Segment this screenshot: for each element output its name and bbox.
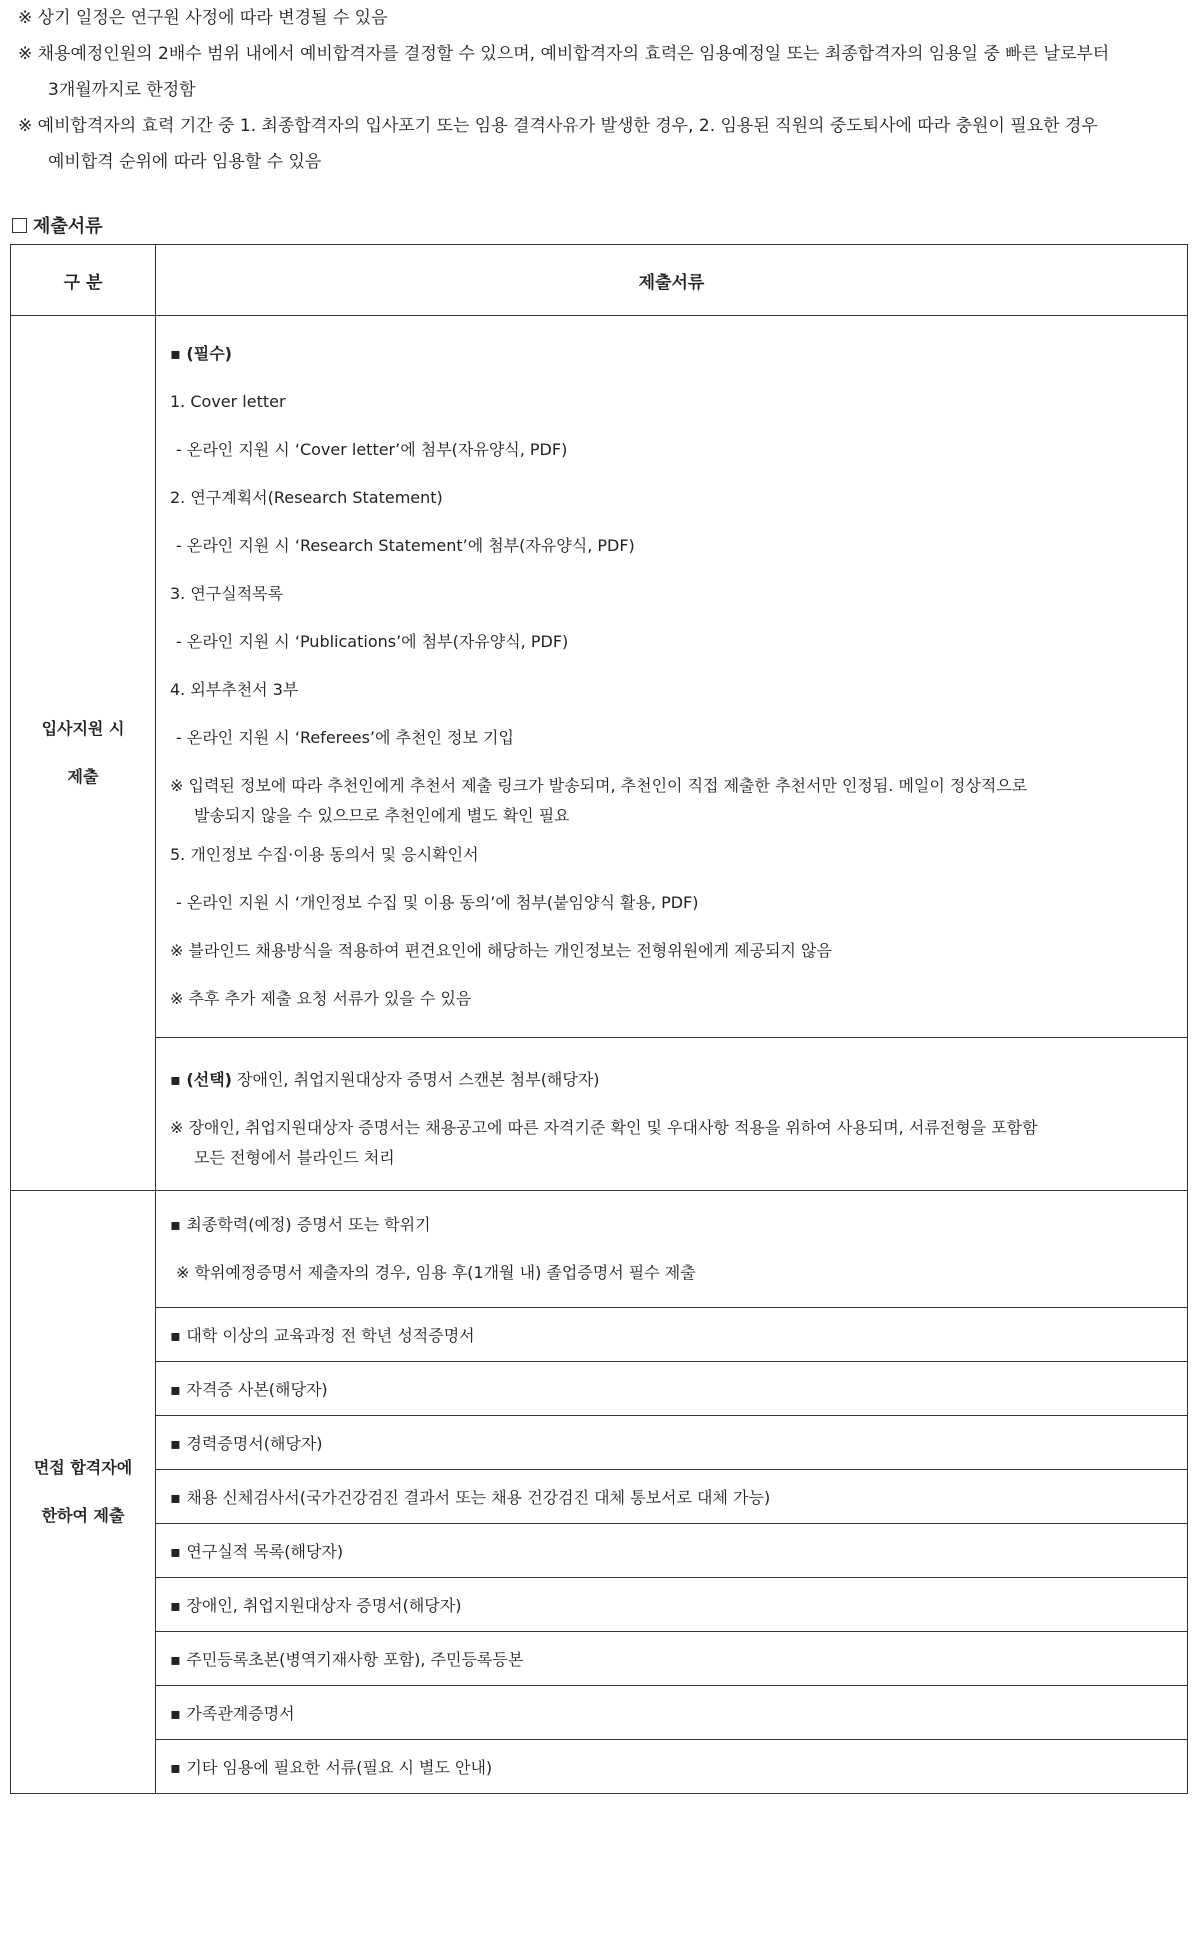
doc-item	[156, 1416, 1188, 1470]
bullet-icon: ▪	[170, 344, 187, 363]
doc-item-text: 장애인, 취업지원대상자 증명서(해당자)	[186, 1596, 462, 1615]
doc-item-text: 연구실적 목록(해당자)	[186, 1542, 344, 1561]
documents-table	[10, 244, 1188, 1794]
list-item: 4. 외부추천서 3부	[170, 680, 299, 699]
optional-note-line: 모든 전형에서 블라인드 처리	[194, 1147, 395, 1167]
list-item: 1. Cover letter	[170, 392, 286, 411]
header-category: 구 분	[11, 245, 156, 316]
list-item: 3. 연구실적목록	[170, 584, 284, 603]
doc-item	[156, 1308, 1188, 1362]
degree-cell	[156, 1191, 1188, 1308]
table-row	[11, 1578, 1188, 1632]
bullet-icon: ▪	[170, 1069, 187, 1089]
doc-item-text: 채용 신체검사서(국가건강검진 결과서 또는 채용 건강검진 대체 통보서로 대체 가능)	[186, 1488, 771, 1507]
note-reserve: ※ 채용예정인원의 2배수 범위 내에서 예비합격자를 결정할 수 있으며, 예비합격자의 효력은 임용예정일 또는 최종합격자의 임용일 중 빠른 날로부터	[18, 44, 1110, 64]
table-row	[11, 1416, 1188, 1470]
table-row	[11, 1308, 1188, 1362]
list-item: - 온라인 지원 시 ‘Publications’에 첨부(자유양식, PDF)	[176, 632, 569, 651]
doc-item	[156, 1362, 1188, 1416]
degree-note: ※ 학위예정증명서 제출자의 경우, 임용 후(1개월 내) 졸업증명서 필수 제출	[176, 1263, 696, 1282]
category-interview	[11, 1191, 156, 1794]
doc-item-text: 경력증명서(해당자)	[186, 1434, 323, 1453]
table-row	[11, 1470, 1188, 1524]
table-row	[11, 1632, 1188, 1686]
section-title-text: 제출서류	[33, 216, 103, 237]
bullet-icon: ▪	[170, 1596, 187, 1615]
table-row	[11, 1524, 1188, 1578]
bullet-icon: ▪	[170, 1650, 187, 1669]
bullet-icon: ▪	[170, 1542, 187, 1561]
bullet-icon: ▪	[170, 1215, 187, 1234]
doc-item-text: 가족관계증명서	[186, 1704, 295, 1723]
optional-text: 장애인, 취업지원대상자 증명서 스캔본 첨부(해당자)	[231, 1069, 600, 1089]
optional-note	[170, 1104, 1187, 1173]
referee-note	[170, 762, 1187, 831]
referee-note-line: ※ 입력된 정보에 따라 추천인에게 추천서 제출 링크가 발송되며, 추천인이 직접 제출한 추천서만 인정됨. 메일이 정상적으로	[170, 776, 1028, 795]
note-reserve-validity: ※ 예비합격자의 효력 기간 중 1. 최종합격자의 입사포기 또는 임용 결격사유가 발생한 경우, 2. 임용된 직원의 중도퇴사에 따라 충원이 필요한 경우	[18, 116, 1098, 136]
required-documents-cell	[156, 316, 1188, 1038]
note-reserve-cont: 3개월까지로 한정함	[48, 80, 196, 100]
list-item: - 온라인 지원 시 ‘Research Statement’에 첨부(자유양식, PDF)	[176, 536, 635, 555]
section-title	[12, 212, 103, 238]
table-row	[11, 1740, 1188, 1794]
list-item: 5. 개인정보 수집·이용 동의서 및 응시확인서	[170, 845, 479, 864]
checkbox-square-icon	[12, 218, 27, 233]
table-row	[11, 1191, 1188, 1308]
doc-item	[156, 1524, 1188, 1578]
table-row	[11, 1686, 1188, 1740]
doc-item	[156, 1578, 1188, 1632]
table-header-row	[11, 245, 1188, 316]
doc-item	[156, 1686, 1188, 1740]
table-row	[11, 1362, 1188, 1416]
degree-text: 최종학력(예정) 증명서 또는 학위기	[186, 1215, 431, 1234]
doc-item	[156, 1470, 1188, 1524]
blind-note: ※ 블라인드 채용방식을 적용하여 편견요인에 해당하는 개인정보는 전형위원에게 제공되지 않음	[170, 941, 832, 960]
note-schedule: ※ 상기 일정은 연구원 사정에 따라 변경될 수 있음	[18, 8, 388, 28]
category-application	[11, 316, 156, 1191]
header-documents: 제출서류	[156, 245, 1188, 316]
required-label: (필수)	[186, 344, 232, 363]
list-item: - 온라인 지원 시 ‘개인정보 수집 및 이용 동의’에 첨부(붙임양식 활용, PDF)	[176, 893, 699, 912]
notes	[18, 0, 1188, 180]
doc-item-text: 기타 임용에 필요한 서류(필요 시 별도 안내)	[186, 1758, 493, 1777]
list-item: - 온라인 지원 시 ‘Cover letter’에 첨부(자유양식, PDF)	[176, 440, 568, 459]
optional-note-line: ※ 장애인, 취업지원대상자 증명서는 채용공고에 따른 자격기준 확인 및 우대사항 적용을 위하여 사용되며, 서류전형을 포함함	[170, 1117, 1038, 1137]
list-item: - 온라인 지원 시 ‘Referees’에 추천인 정보 기입	[176, 728, 514, 747]
bullet-icon: ▪	[170, 1704, 187, 1723]
category-line: 면접 합격자에	[33, 1458, 133, 1477]
doc-item-text: 주민등록초본(병역기재사항 포함), 주민등록등본	[186, 1650, 524, 1669]
category-line: 제출	[67, 767, 99, 786]
optional-label: (선택)	[186, 1069, 232, 1089]
optional-documents-cell	[156, 1038, 1188, 1191]
bullet-icon: ▪	[170, 1326, 187, 1345]
table-row	[11, 316, 1188, 1038]
referee-note-line: 발송되지 않을 수 있으므로 추천인에게 별도 확인 필요	[194, 806, 570, 825]
category-line: 한하여 제출	[41, 1506, 125, 1525]
bullet-icon: ▪	[170, 1758, 187, 1777]
note-reserve-validity-cont: 예비합격 순위에 따라 임용할 수 있음	[48, 152, 322, 172]
bullet-icon: ▪	[170, 1434, 187, 1453]
bullet-icon: ▪	[170, 1488, 187, 1507]
table-row	[11, 1038, 1188, 1191]
bullet-icon: ▪	[170, 1380, 187, 1399]
list-item: 2. 연구계획서(Research Statement)	[170, 488, 443, 507]
doc-item-text: 자격증 사본(해당자)	[186, 1380, 328, 1399]
doc-item	[156, 1740, 1188, 1794]
doc-item	[156, 1632, 1188, 1686]
extra-note: ※ 추후 추가 제출 요청 서류가 있을 수 있음	[170, 989, 472, 1008]
category-line: 입사지원 시	[41, 719, 125, 738]
doc-item-text: 대학 이상의 교육과정 전 학년 성적증명서	[186, 1326, 475, 1345]
